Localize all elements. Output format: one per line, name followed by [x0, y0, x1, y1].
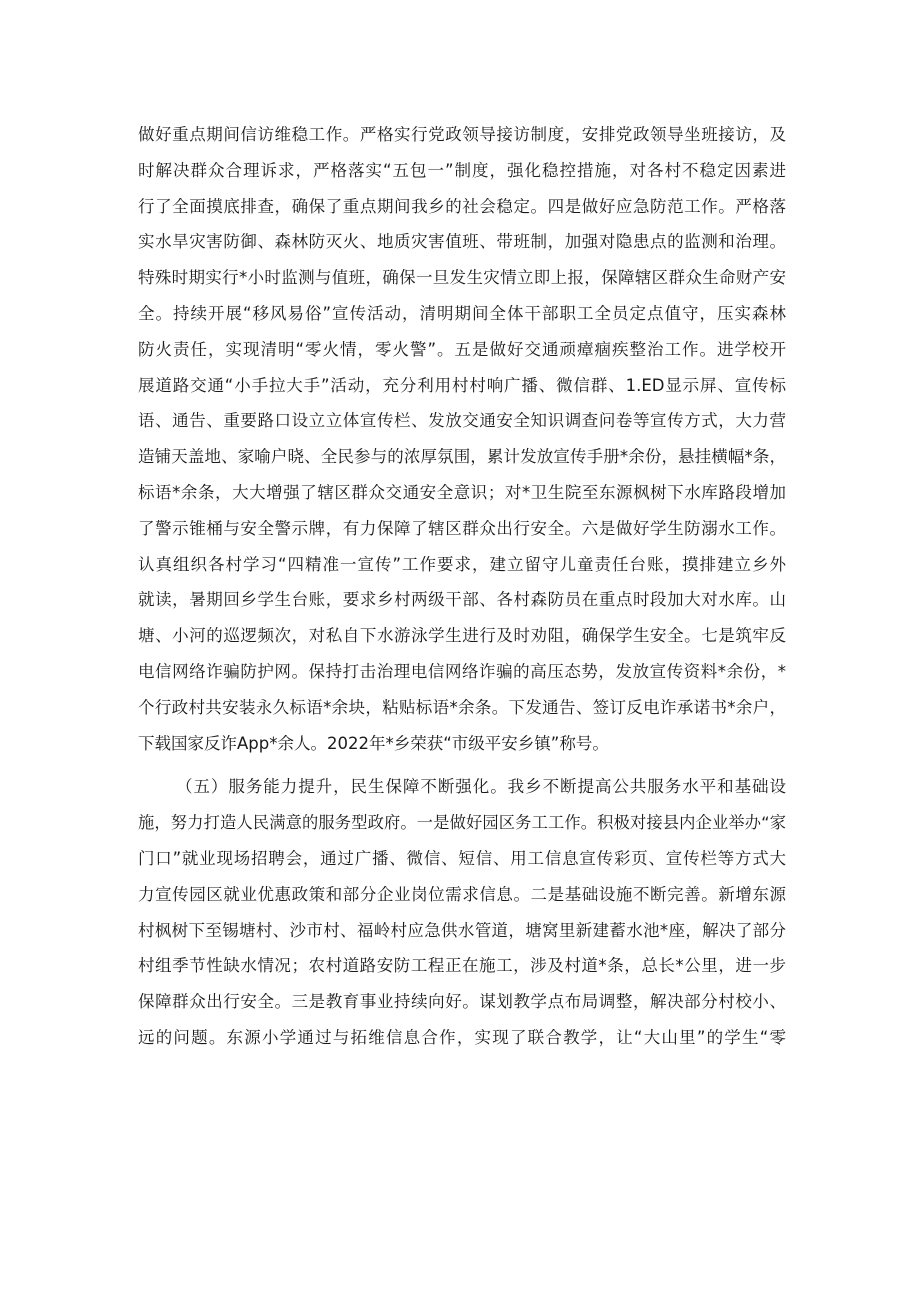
text-line: 实水旱灾害防御、森林防灭火、地质灾害值班、带班制，加强对隐患点的监测和治理。 [138, 232, 786, 252]
text-line: 全。持续开展“移风易俗”宣传活动，清明期间全体干部职工全员定点值守，压实森林 [138, 303, 786, 323]
text-line: 造铺天盖地、家喻户晓、全民参与的浓厚氛围，累计发放宣传手册*余份，悬挂横幅*条， [138, 447, 786, 467]
text-line: 标语*余条，大大增强了辖区群众交通安全意识；对*卫生院至东源枫树下水库路段增加 [138, 482, 786, 502]
text-line: 认真组织各村学习“四精准一宣传”工作要求，建立留守儿童责任台账，摸排建立乡外 [138, 554, 786, 574]
text-line: 电信网络诈骗防护网。保持打击治理电信网络诈骗的高压态势，发放宣传资料*余份，* [138, 661, 786, 681]
text-line: 特殊时期实行*小时监测与值班，确保一旦发生灾情立即上报，保障辖区群众生命财产安 [138, 268, 786, 288]
text-line: （五）服务能力提升，民生保障不断强化。我乡不断提高公共服务水平和基础设 [176, 777, 786, 797]
text-line: 村枫树下至锡塘村、沙市村、福岭村应急供水管道，塘窝里新建蓄水池*座，解决了部分 [138, 920, 786, 940]
text-line: 个行政村共安装永久标语*余块，粘贴标语*余条。下发通告、签订反电诈承诺书*余户， [138, 697, 786, 717]
text-line: 行了全面摸底排查，确保了重点期间我乡的社会稳定。四是做好应急防范工作。严格落 [138, 196, 786, 216]
text-line: 语、通告、重要路口设立立体宣传栏、发放交通安全知识调查问卷等宣传方式，大力营 [138, 411, 786, 431]
text-line: 村组季节性缺水情况；农村道路安防工程正在施工，涉及村道*条，总长*公里，进一步 [138, 956, 786, 976]
text-line: 保障群众出行安全。三是教育事业持续向好。谋划教学点布局调整，解决部分村校小、 [138, 992, 786, 1012]
text-line: 力宣传园区就业优惠政策和部分企业岗位需求信息。二是基础设施不断完善。新增东源 [138, 884, 786, 904]
text-line: 远的问题。东源小学通过与拓维信息合作，实现了联合教学，让“大山里”的学生“零 [138, 1027, 786, 1047]
text-line: 塘、小河的巡逻频次，对私自下水游泳学生进行及时劝阻，确保学生安全。七是筑牢反 [138, 626, 786, 646]
text-line: 做好重点期间信访维稳工作。严格实行党政领导接访制度，安排党政领导坐班接访，及 [138, 125, 786, 144]
document-body [138, 117, 786, 1056]
text-line: 施，努力打造人民满意的服务型政府。一是做好园区务工工作。积极对接县内企业举办“家 [138, 813, 786, 833]
text-line: 防火责任，实现清明“零火情，零火警”。五是做好交通顽瘴痼疾整治工作。进学校开 [138, 339, 786, 359]
text-line: 时解决群众合理诉求，严格落实“五包一”制度，强化稳控措施，对各村不稳定因素进 [138, 160, 786, 180]
paragraph-service-capacity [138, 769, 786, 1055]
text-line: 下载国家反诈App*余人。2022年*乡荣获“市级平安乡镇”称号。 [138, 733, 609, 753]
text-line: 了警示锥桶与安全警示牌，有力保障了辖区群众出行安全。六是做好学生防溺水工作。 [138, 518, 786, 538]
paragraph-gap [138, 761, 786, 769]
text-line: 就读，暑期回乡学生台账，要求乡村两级干部、各村森防员在重点时段加大对水库。山 [138, 590, 786, 610]
text-line: 门口”就业现场招聘会，通过广播、微信、短信、用工信息宣传彩页、宣传栏等方式大 [138, 848, 786, 868]
text-line: 展道路交通“小手拉大手”活动，充分利用村村响广播、微信群、1.ED显示屏、宣传标 [138, 375, 786, 395]
paragraph-safety-work [138, 117, 786, 761]
